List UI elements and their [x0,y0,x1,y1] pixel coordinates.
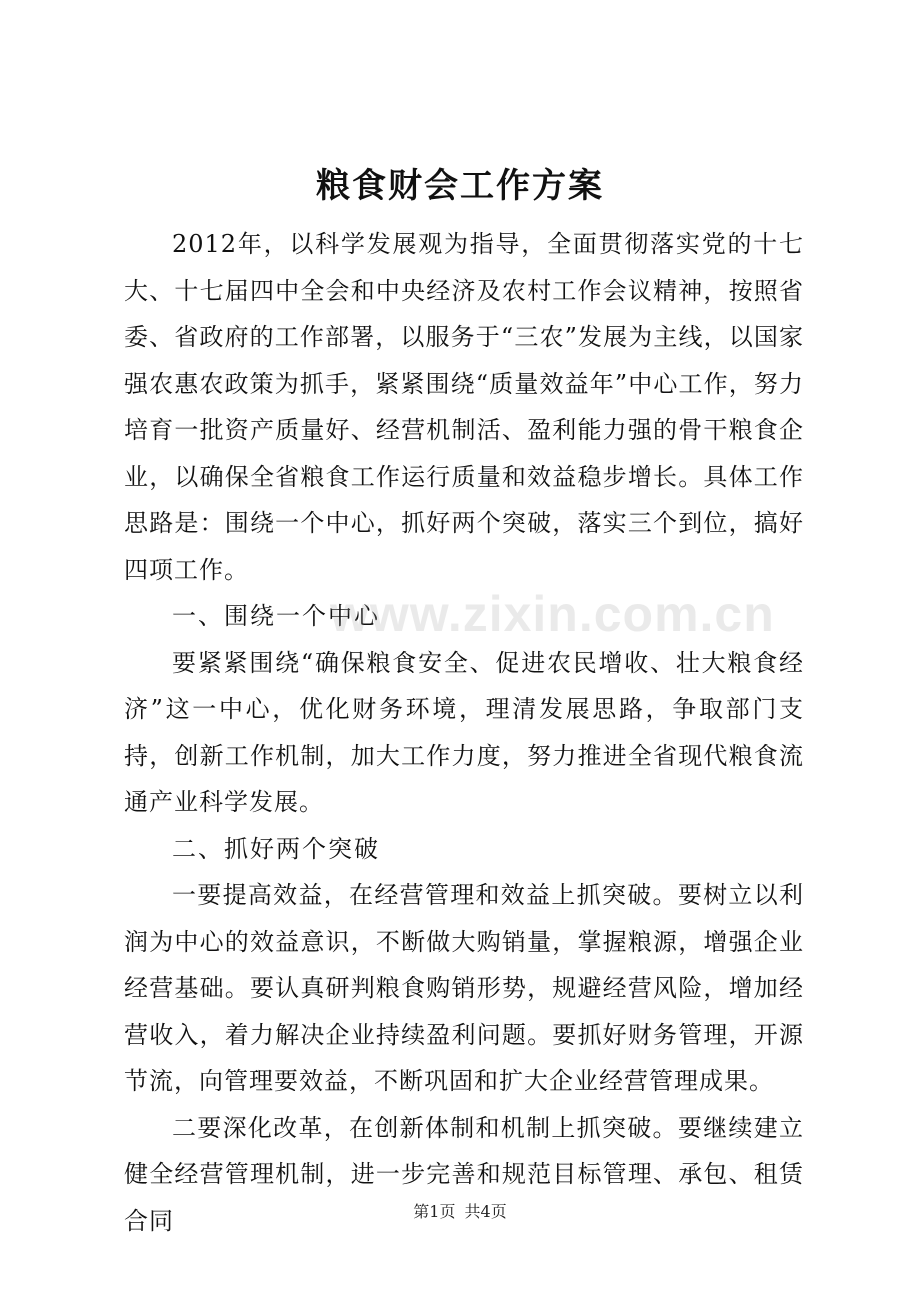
page-footer [0,1200,920,1224]
page-total: 共4页 [464,1202,507,1221]
section-heading-1: 一、围绕一个中心 [172,602,380,630]
paragraph-intro: 2012年，以科学发展观为指导，全面贯彻落实党的十七大、十七届四中全会和中央经济及农村工作会议精神，按照省委、省政府的工作部署，以服务于“三农”发展为主线，以国家强农惠农政策为抓手，紧紧围绕“质量效益年”中心工作，努力培育一批资产质量好、经营机制活、盈利能力强的骨干粮食企业，以确保全省粮食工作运行质量和效益稳步增长。具体工作思路是：围绕一个中心，抓好两个突破，落实三个到位，搞好四项工作。 [124,230,804,584]
page-number: 第1页 [413,1202,456,1221]
paragraph-breakthrough-1: 一要提高效益，在经营管理和效益上抓突破。要树立以利润为中心的效益意识，不断做大购销量，掌握粮源，增强企业经营基础。要认真研判粮食购销形势，规避经营风险，增加经营收入，着力解决企业持续盈利问题。要抓好财务管理，开源节流，向管理要效益，不断巩固和扩大企业经营管理成果。 [124,881,804,1095]
watermark: www.zixin.com.cn [330,586,775,642]
document-title: 粮食财会工作方案 [316,166,604,206]
document-body [124,221,804,1244]
paragraph-breakthrough-2: 二要深化改革，在创新体制和机制上抓突破。要继续建立健全经营管理机制，进一步完善和规范目标管理、承包、租赁合同 [124,1113,804,1235]
section-heading-2: 二、抓好两个突破 [172,834,380,863]
paragraph-section-1: 要紧紧围绕“确保粮食安全、促进农民增收、壮大粮食经济”这一中心，优化财务环境，理清发展思路，争取部门支持，创新工作机制，加大工作力度，努力推进全省现代粮食流通产业科学发展。 [124,648,804,816]
